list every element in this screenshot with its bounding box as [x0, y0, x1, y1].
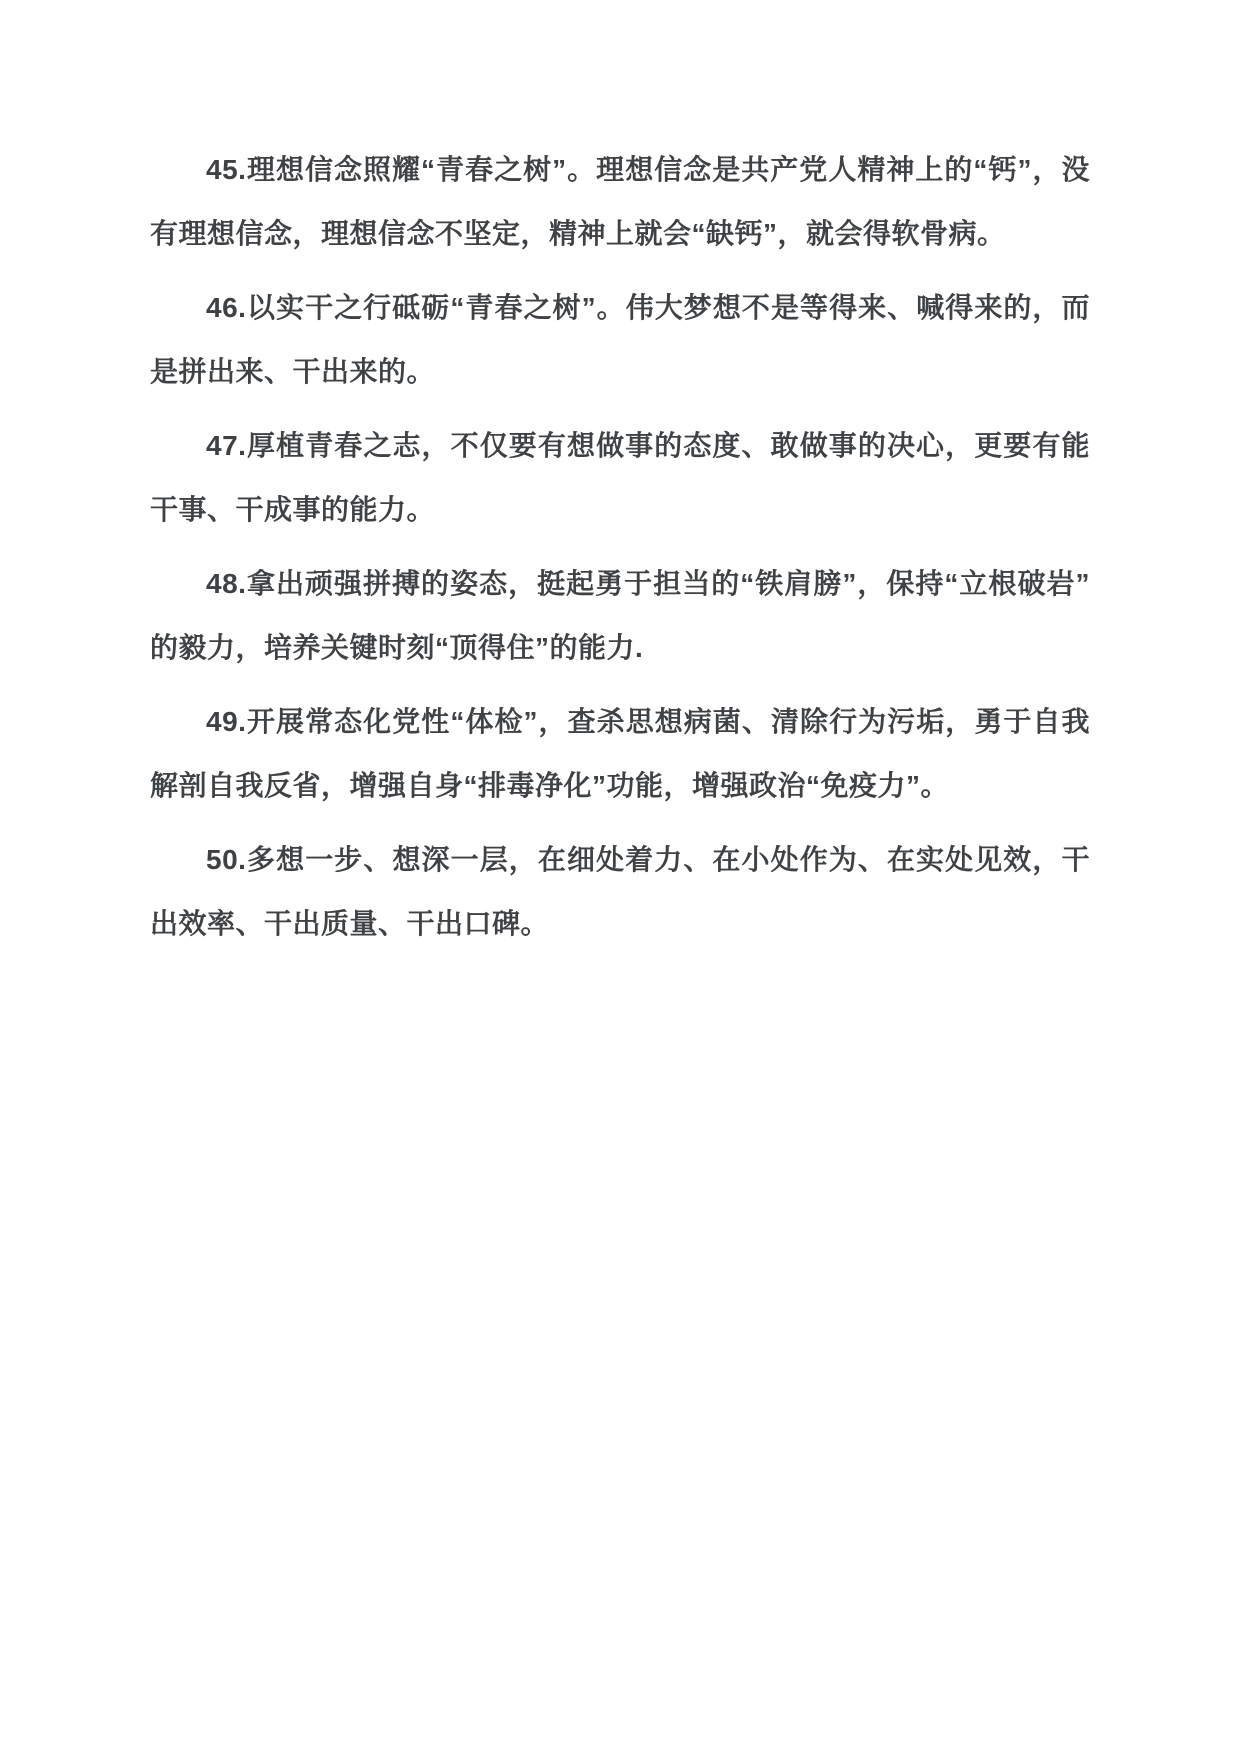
paragraph-item-47: 47.厚植青春之志，不仅要有想做事的态度、敢做事的决心，更要有能干事、干成事的能力。	[150, 430, 1090, 525]
paragraph-item-49: 49.开展常态化党性“体检”，查杀思想病菌、清除行为污垢，勇于自我解剖自我反省，增强自身“排毒净化”功能，增强政治“免疫力”。	[150, 706, 1090, 801]
paragraph-item-45: 45.理想信念照耀“青春之树”。理想信念是共产党人精神上的“钙”，没有理想信念，理想信念不坚定，精神上就会“缺钙”，就会得软骨病。	[150, 154, 1090, 249]
paragraph-item-50: 50.多想一步、想深一层，在细处着力、在小处作为、在实处见效，干出效率、干出质量、干出口碑。	[150, 844, 1090, 939]
paragraph-item-48: 48.拿出顽强拼搏的姿态，挺起勇于担当的“铁肩膀”，保持“立根破岩”的毅力，培养关键时刻“顶得住”的能力.	[150, 568, 1090, 663]
paragraph-item-46: 46.以实干之行砥砺“青春之树”。伟大梦想不是等得来、喊得来的，而是拼出来、干出来的。	[150, 292, 1090, 387]
document-text-body	[150, 138, 1090, 966]
